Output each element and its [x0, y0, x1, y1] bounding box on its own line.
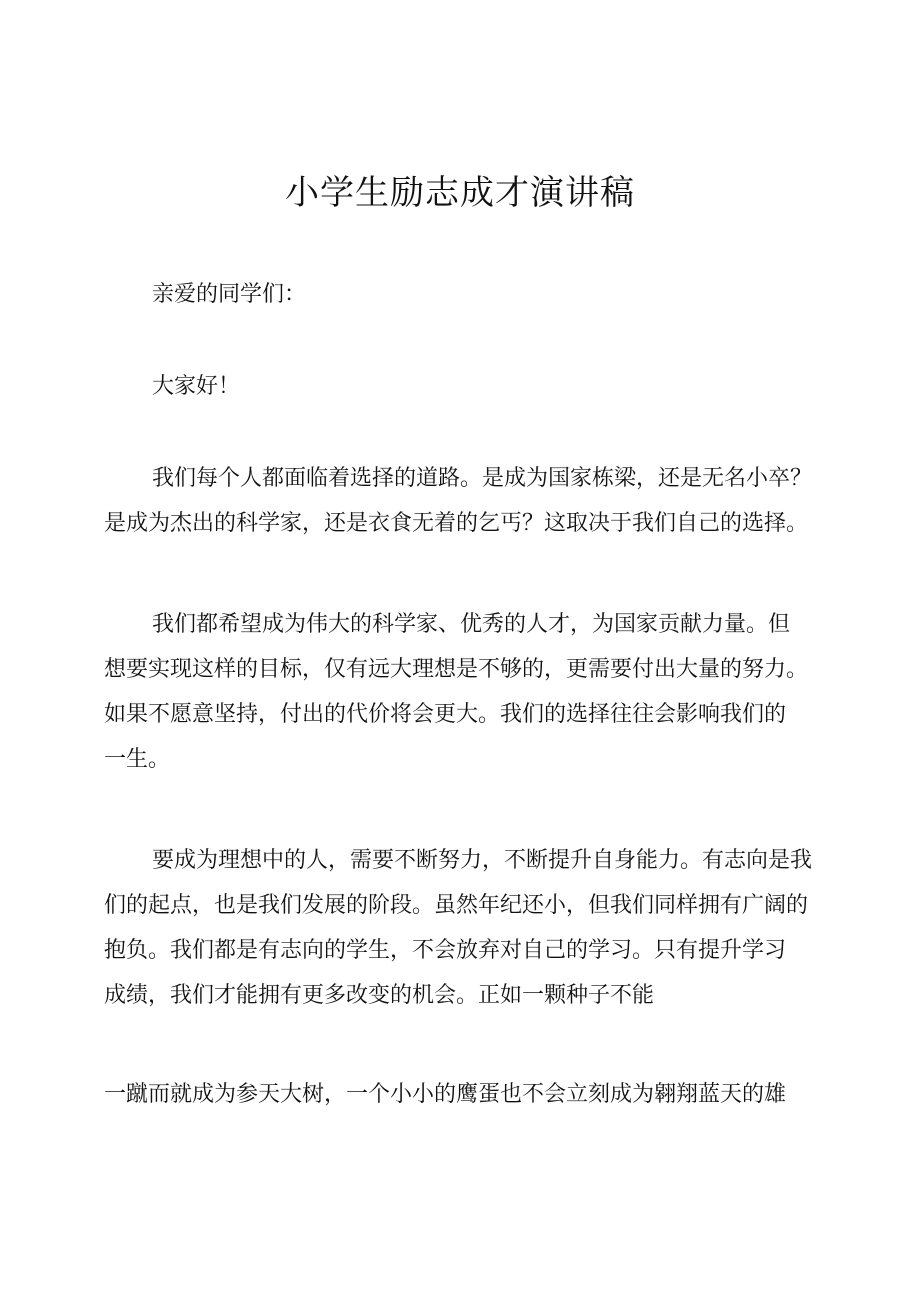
page-title: 小学生励志成才演讲稿 — [285, 173, 635, 213]
paragraph-line: 们的起点，也是我们发展的阶段。虽然年纪还小，但我们同样拥有广阔的 — [104, 893, 809, 918]
salutation-text: 大家好！ — [152, 374, 241, 399]
paragraph-2 — [104, 602, 818, 782]
paragraph-3 — [104, 838, 818, 1018]
paragraph-line: 想要实现这样的目标，仅有远大理想是不够的，更需要付出大量的努力。 — [104, 657, 809, 682]
paragraph-line: 成绩，我们才能拥有更多改变的机会。正如一颗种子不能 — [104, 983, 655, 1008]
paragraph-1 — [104, 456, 818, 546]
paragraph-line: 我们都希望成为伟大的科学家、优秀的人才，为国家贡献力量。但 — [152, 612, 791, 637]
paragraph-line: 一蹴而就成为参天大树，一个小小的鹰蛋也不会立刻成为翱翔蓝天的雄 — [104, 1082, 787, 1107]
paragraph-line: 我们每个人都面临着选择的道路。是成为国家栋梁，还是无名小卒？ — [152, 466, 813, 491]
paragraph-line: 是成为杰出的科学家，还是衣食无着的乞丐？这取决于我们自己的选择。 — [104, 511, 809, 536]
greeting-text: 亲爱的同学们： — [152, 282, 307, 307]
paragraph-line: 要成为理想中的人，需要不断努力，不断提升自身能力。有志向是我 — [152, 848, 813, 873]
greeting — [104, 272, 818, 317]
paragraph-line: 抱负。我们都是有志向的学生，不会放弃对自己的学习。只有提升学习 — [104, 938, 787, 963]
paragraph-line: 一生。 — [104, 747, 171, 772]
paragraph-line: 如果不愿意坚持，付出的代价将会更大。我们的选择往往会影响我们的 — [104, 702, 787, 727]
salutation — [104, 364, 818, 409]
paragraph-4 — [104, 1072, 818, 1117]
